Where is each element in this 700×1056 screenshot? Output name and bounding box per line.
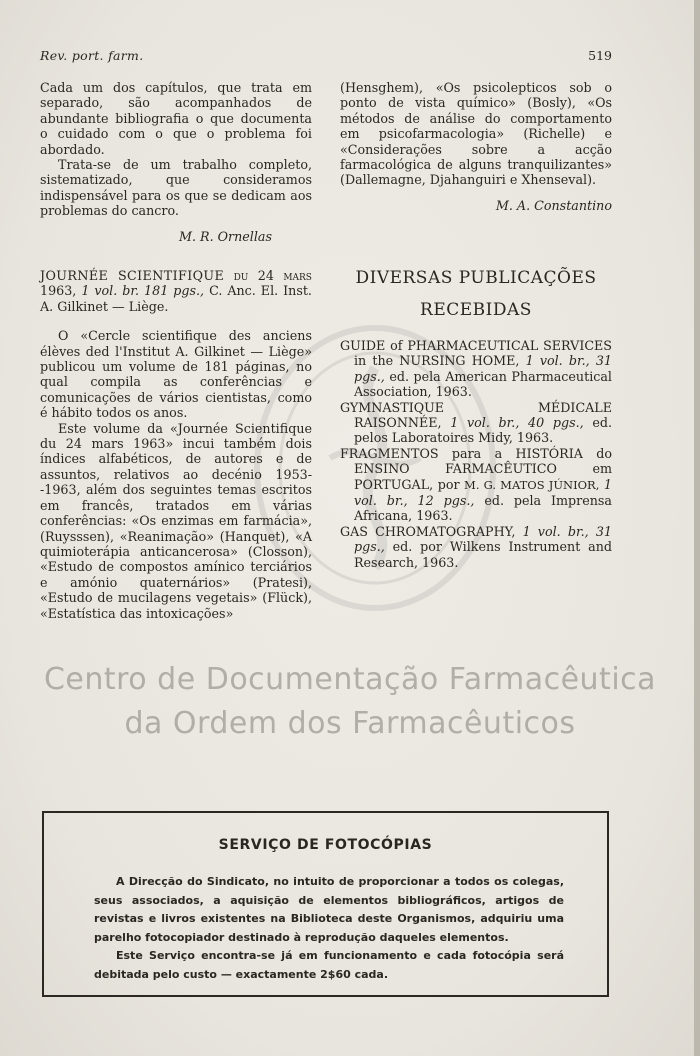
publication-publisher: ed. pelos Laboratoires Midy, 1963.	[354, 415, 612, 446]
page-edge	[694, 0, 700, 1056]
publication-item	[340, 338, 612, 400]
notice-paragraph: A Direcção do Sindicato, no intuito de proporcionar a todos os colegas, seus associados, a aquisição de elementos bibliográficos, artigos de revistas e livros existentes na Biblioteca deste Organismos, adquiriu uma parelho fotocopiador destinado à reprodução daqueles elementos.	[94, 875, 564, 944]
watermark-line-2: da Ordem dos Farmacêuticos	[124, 706, 576, 741]
publication-volume: 1 vol. br., 12 pgs.,	[354, 476, 612, 509]
notice-title: SERVIÇO DE FOTOCÓPIAS	[218, 837, 433, 853]
publication-item	[340, 446, 612, 524]
paragraph: (Hensghem), «Os psicolepticos sob o ponto de vista químico» (Bosly), «Os métodos de análise do comportamento em psicofarmacologia» (Richelle) e «Considerações sobre a acção farmacológica de alguns tranquilizantes» (Dallemagne, Djahanguiri e Xhenseval).	[340, 80, 612, 188]
publication-publisher: ed. pela Imprensa Africana, 1963.	[354, 493, 612, 524]
review-title: JOURNÉE SCIENTIFIQUE	[40, 268, 225, 283]
review-title-date: 24	[257, 268, 274, 283]
publication-volume: 1 vol. br., 31 pgs.,	[354, 523, 612, 555]
publication-title: GAS CHROMATOGRAPHY,	[340, 523, 516, 539]
paragraph: Este volume da «Journée Scientifique du 24 mars 1963» incui também dois índices alfabéticos, de autores e de assuntos, relativos ao decénio 1953--1963, além dos seguintes temas escritos em francês, tratados em várias conferências: «Os enzimas em farmácia», (Ruysssen), «Reanimação» (Hanquet), «A quimioterápia anticancerosa» (Closson), «Estudo de compostos amínico terciários e amónio quaternários» (Pratesi), «Estudo de mucilagens vegetais» (Flück), «Estatística das intoxicações»	[40, 420, 312, 621]
journal-name: Rev. port. farm.	[40, 48, 144, 63]
photocopy-service-notice	[42, 811, 609, 997]
publication-item	[340, 400, 612, 446]
review-publisher: C. Anc. El. Inst. A. Gilkinet — Liège.	[40, 283, 312, 314]
review-title-du: du	[233, 268, 249, 283]
page-number: 519	[588, 48, 612, 63]
section-title: DIVERSAS PUBLICAÇÕES	[355, 268, 597, 288]
review-article	[40, 268, 312, 621]
paragraph: Cada um dos capítulos, que trata em separado, são acompanhados de abundante bibliografia o que documenta o cuidado com o que o problema foi abordado.	[40, 80, 312, 157]
publication-author: M. G. MATOS JÚNIOR,	[464, 477, 600, 492]
publication-title: GUIDE of PHARMACEUTICAL SERVICES in the NURSING HOME,	[340, 338, 612, 369]
paragraph: O «Cercle scientifique des anciens élèves ded l'Institut A. Gilkinet — Liège» publicou um volume de 181 páginas, no qual compila as conferências e comunicações de vários cientistas, como é hábito todos os anos.	[40, 328, 312, 421]
review-volume: 1 vol. br. 181 pgs.,	[81, 283, 205, 299]
publication-title: GYMNASTIQUE MÉDICALE RAISONNÉE,	[340, 399, 612, 431]
review-title-mars: mars	[283, 268, 312, 283]
notice-paragraph: Este Serviço encontra-se já em funcionamento e cada fotocópia será debitada pelo custo — exactamente 2$60 cada.	[94, 949, 564, 981]
publications-section	[340, 262, 612, 570]
left-top-column	[40, 80, 312, 244]
section-subtitle: RECEBIDAS	[420, 300, 532, 320]
publication-title: FRAGMENTOS para a HISTÓRIA do ENSINO FARMACÊUTICO em PORTUGAL,	[340, 445, 612, 492]
review-title-year: 1963,	[40, 283, 77, 299]
publication-volume: 1 vol. br., 40 pgs.,	[450, 415, 584, 431]
review-heading	[40, 268, 312, 314]
publication-publisher: ed. por Wilkens Instrument and Research, 1963.	[354, 539, 612, 570]
notice-body	[94, 873, 564, 984]
signature: M. R. Ornellas	[178, 228, 272, 244]
watermark-line-1: Centro de Documentação Farmacêutica	[43, 662, 657, 697]
signature: M. A. Constantino	[495, 197, 612, 213]
right-top-column	[340, 80, 612, 213]
publication-volume: 1 vol. br., 31 pgs.,	[354, 353, 612, 384]
paragraph: Trata-se de um trabalho completo, sistematizado, que consideramos indispensável para os que se dedicam aos problemas do cancro.	[40, 157, 312, 219]
publication-publisher: ed. pela American Pharmaceutical Association, 1963.	[354, 368, 612, 400]
publication-item	[340, 524, 612, 570]
publication-author-prefix: por	[437, 476, 460, 492]
